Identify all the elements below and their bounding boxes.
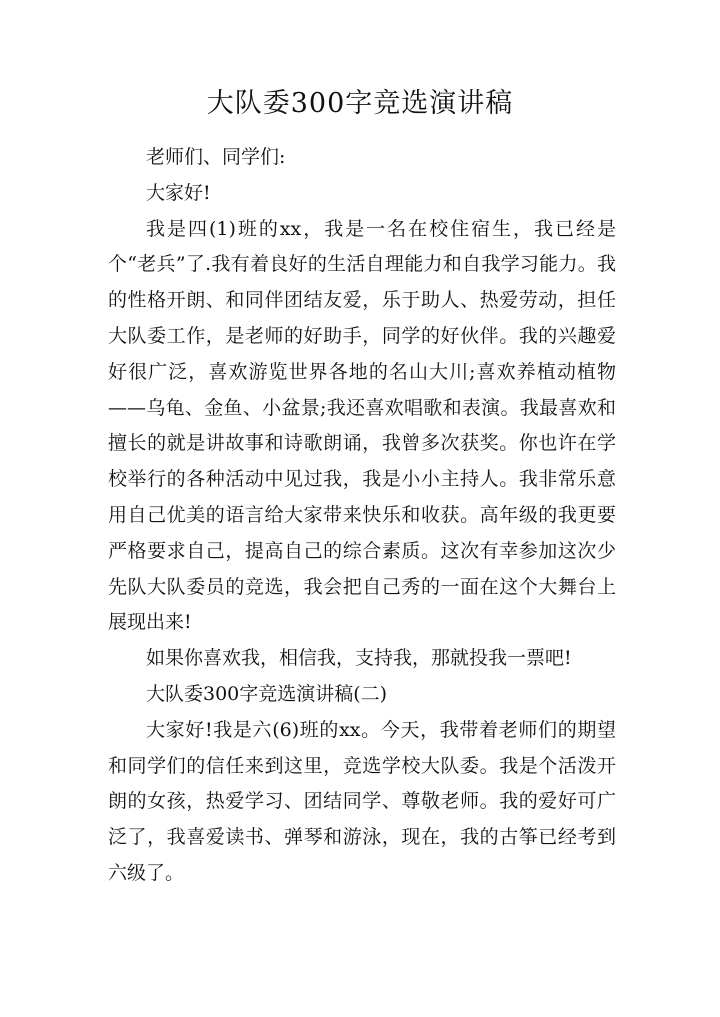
section-two-heading: 大队委300字竞选演讲稿(二) xyxy=(146,682,388,705)
greeting-paragraph: 老师们、同学们: xyxy=(146,146,286,168)
self-introduction-paragraph: 我是四(1)班的xx，我是一名在校住宿生，我已经是个“老兵”了.我有着良好的生活自理能力和自我学习能力。我的性格开朗、和同伴团结友爱，乐于助人、热爱劳动，担任大队委工作，是老师的好助手，同学的好伙伴。我的兴趣爱好很广泛，喜欢游览世界各地的名山大川;喜欢养植动植物——乌龟、金鱼、小盆景;我还喜欢唱歌和表演。我最喜欢和擅长的就是讲故事和诗歌朗诵，我曾多次获奖。你也许在学校举行的各种活动中见过我，我是小小主持人。我非常乐意用自己优美的语言给大家带来快乐和收获。高年级的我更要严格要求自己，提高自己的综合素质。这次有幸参加这次少先队大队委员的竞选，我会把自己秀的一面在这个大舞台上展现出来! xyxy=(108,217,616,634)
vote-request-paragraph: 如果你喜欢我，相信我，支持我，那就投我一票吧! xyxy=(146,647,572,670)
hello-paragraph: 大家好! xyxy=(146,181,211,204)
document-title: 大队委300字竞选演讲稿 xyxy=(206,88,514,119)
document-body xyxy=(108,140,616,892)
second-speech-paragraph: 大家好!我是六(6)班的xx。今天，我带着老师们的期望和同学们的信任来到这里，竞选学校大队委。我是个活泼开朗的女孩，热爱学习、团结同学、尊敬老师。我的爱好可广泛了，我喜爱读书、弹琴和游泳，现在，我的古筝已经考到六级了。 xyxy=(108,718,616,884)
